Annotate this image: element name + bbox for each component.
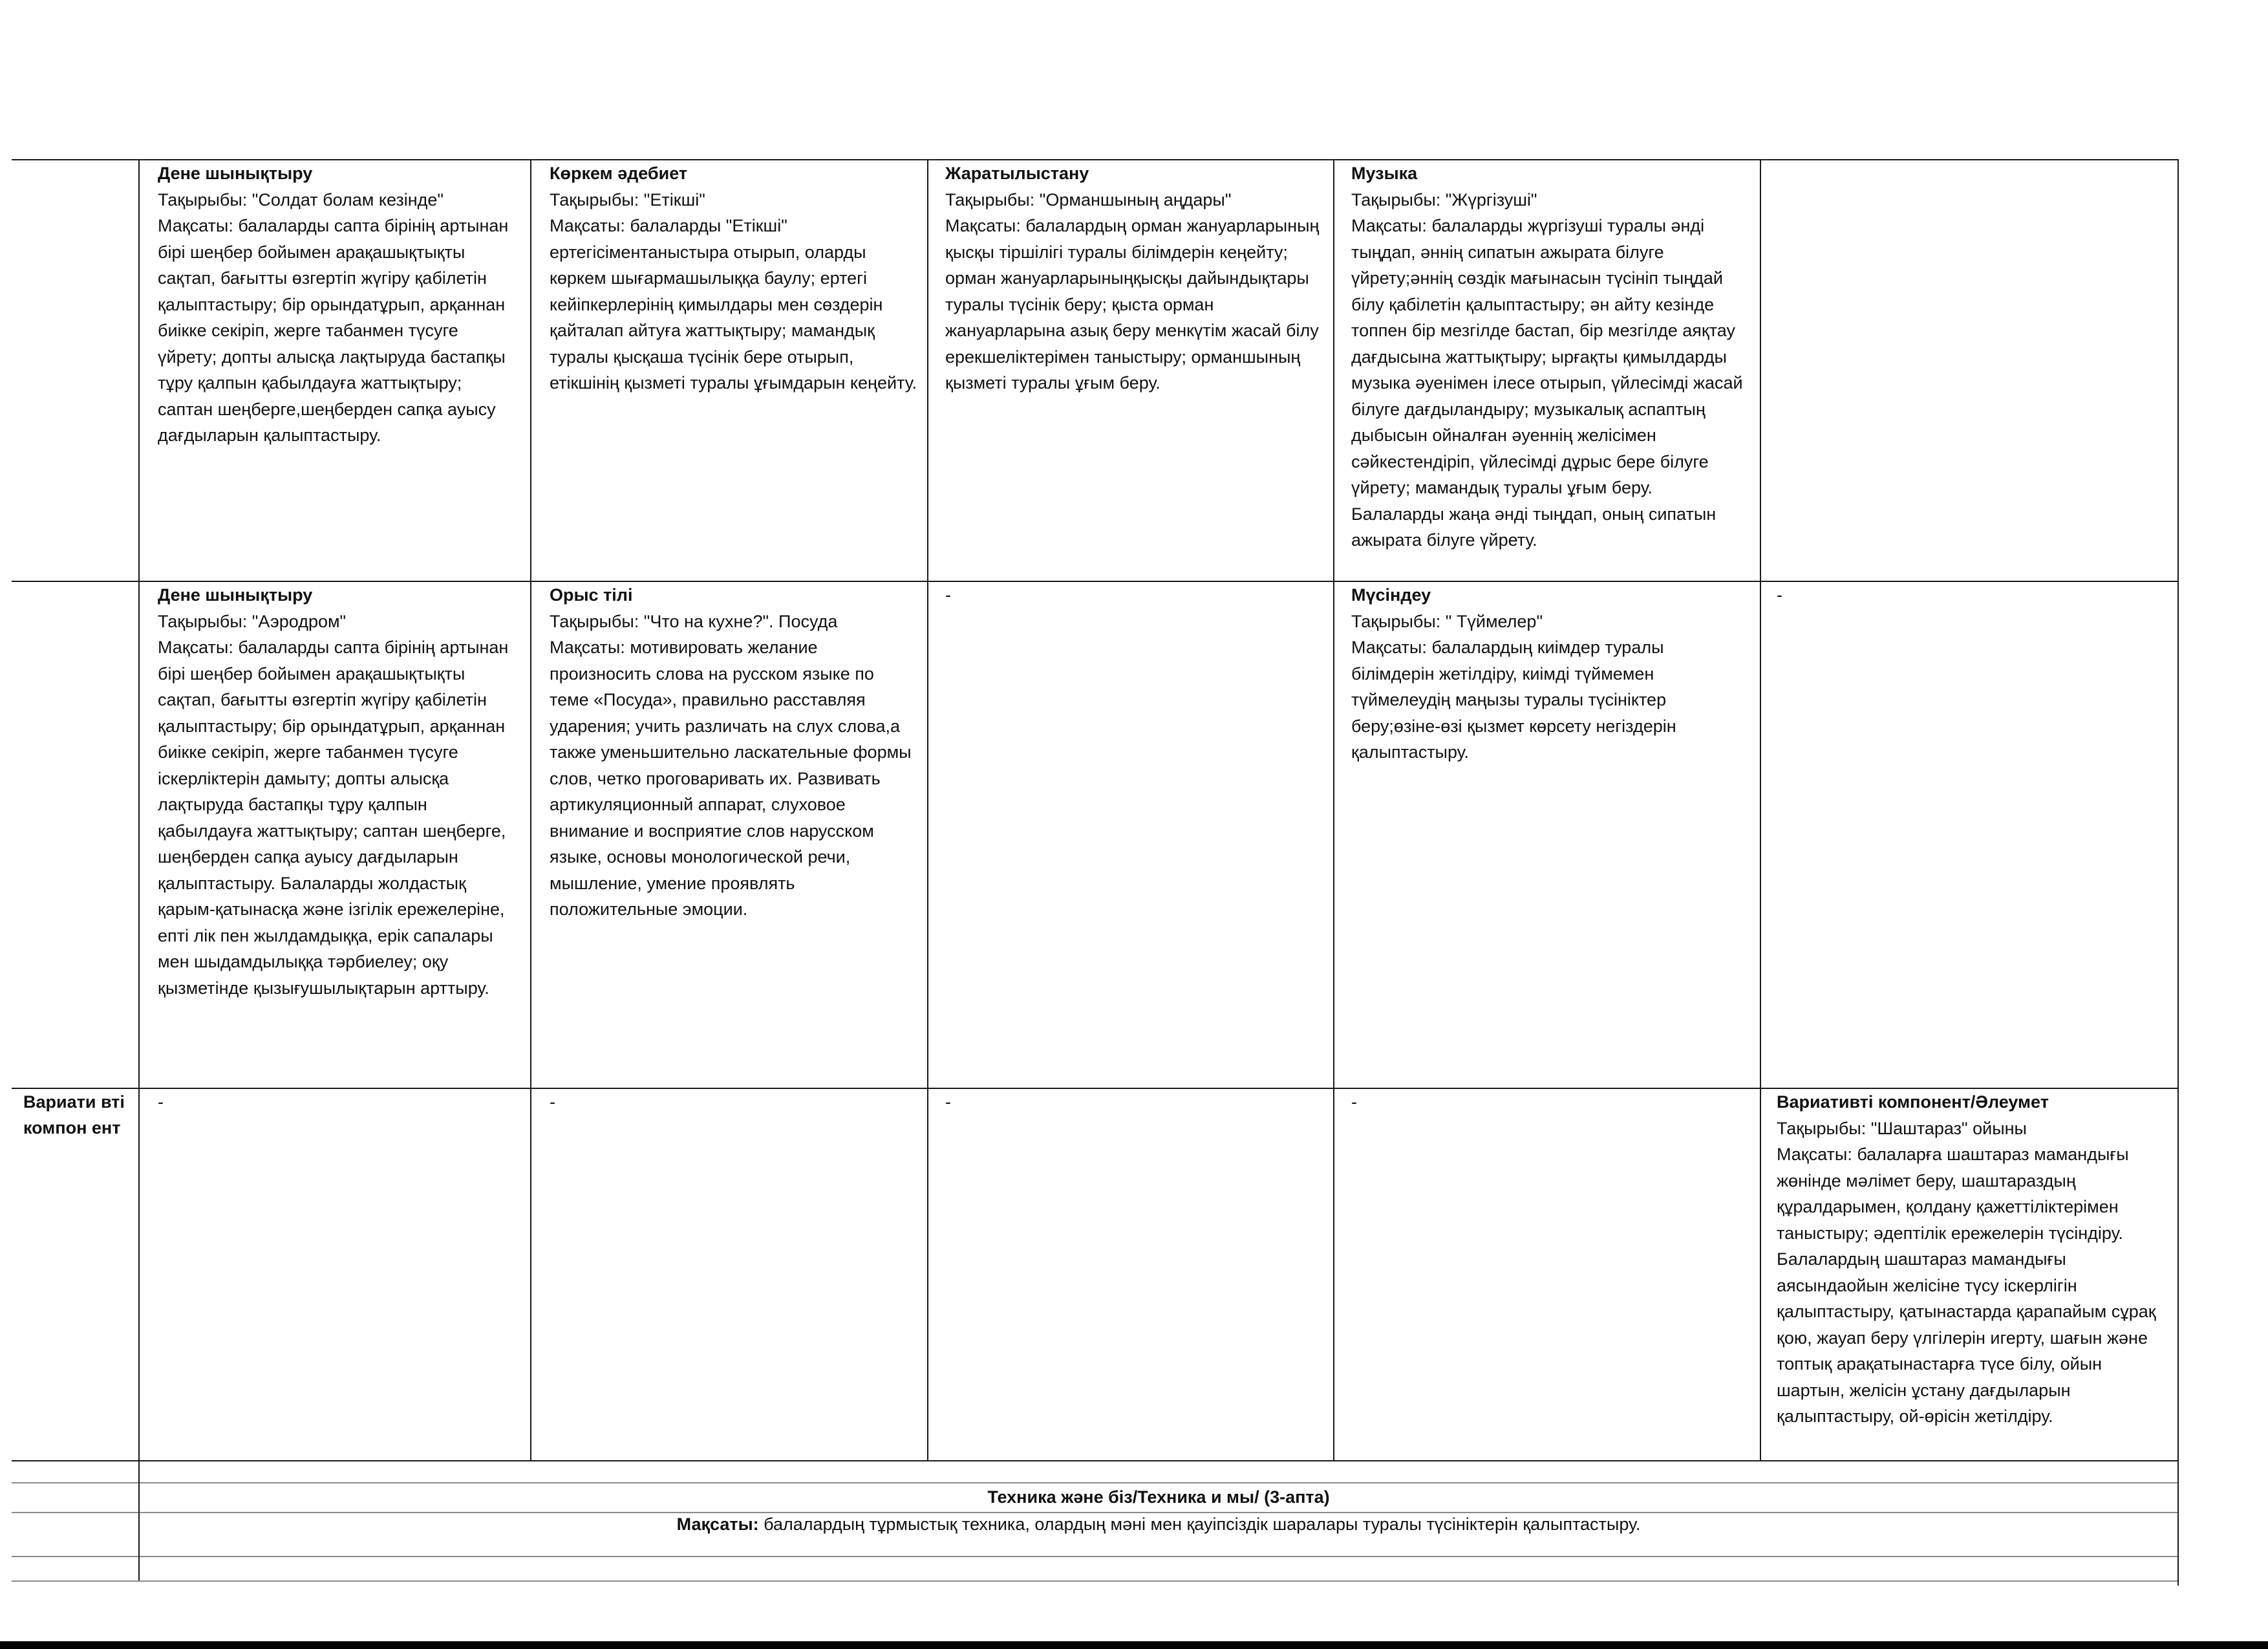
row-label-variative: Вариати вті компон ент bbox=[23, 1092, 125, 1137]
topic-text: Тақырыбы: "Етікші" bbox=[550, 189, 705, 210]
row-divider-7 bbox=[12, 1580, 2177, 1582]
row-divider-3 bbox=[12, 1460, 2177, 1461]
cell-empty-r3c2 bbox=[550, 1089, 918, 1116]
topic-text: Тақырыбы: "Орманшының аңдары" bbox=[945, 189, 1232, 210]
subject-heading: Вариативті компонент/Әлеумет bbox=[1777, 1092, 2049, 1112]
goal-text: Мақсаты: балалардың киімдер туралы білімдерін жетілдіру, киімді түймемен түймелеудің маңызы туралы түсініктер беру;өзіне-өзі қызмет көрсету негіздерін қалыптастыру. bbox=[1351, 638, 1676, 762]
cell-empty-r2c5 bbox=[1777, 582, 2165, 609]
dash-text: - bbox=[158, 1092, 164, 1112]
topic-text: Тақырыбы: "Солдат болам кезінде" bbox=[158, 189, 444, 210]
subject-heading: Дене шынықтыру bbox=[158, 164, 313, 183]
goal-text: Мақсаты: мотивировать желание произносить слова на русском языке по теме «Посуда», правильно расставляя ударения; учить различать на слух слова,а также уменьшительно ласкательные формы слов, четко проговаривать их. Развивать артикуляционный аппарат, слуховое внимание и восприятие слов нарусском языке, основы монологической речи, мышление, умение проявлять положительные эмоции. bbox=[550, 638, 912, 919]
subject-heading: Мүсіндеу bbox=[1351, 585, 1431, 605]
col-divider-5 bbox=[1760, 159, 1761, 1460]
goal-text: Мақсаты: балалардың орман жануарларының қысқы тіршілігі туралы білімдерін кеңейту; орман жануарларыныңқысқы дайындықтары туралы түсінік беру; қыста орман жануарларына азық беру менкүтім жасай білу ерекшеліктерімен таныстыру; орманшының қызметі туралы ұғым беру. bbox=[945, 216, 1320, 393]
dash-text: - bbox=[945, 585, 951, 605]
goal-text: Мақсаты: балаларды "Етікші" ертегісіментаныстыра отырып, оларды көркем шығармашылыққа баулу; ертегі кейіпкерлерінің қимылдары мен сөздерін қайталап айтуға жаттықтыру; мамандық туралы қысқаша түсінік бере отырып, етікшінің қызметі туралы ұғымдарын кеңейту. bbox=[550, 216, 917, 393]
cell-empty-r2c3 bbox=[945, 582, 1320, 609]
row-divider-6 bbox=[12, 1556, 2177, 1557]
cell-variative-social bbox=[1777, 1089, 2165, 1430]
col-divider-2 bbox=[530, 159, 531, 1460]
cell-physical-education-2 bbox=[158, 582, 520, 1001]
cell-russian-language bbox=[550, 582, 918, 923]
subject-heading: Дене шынықтыру bbox=[158, 585, 313, 605]
dash-text: - bbox=[1351, 1092, 1357, 1112]
dash-text: - bbox=[550, 1092, 555, 1112]
cell-empty-r3c1 bbox=[158, 1089, 520, 1116]
cell-music bbox=[1351, 160, 1747, 554]
topic-text: Тақырыбы: "Шаштараз" ойыны bbox=[1777, 1118, 2027, 1138]
cell-physical-education-1 bbox=[158, 160, 520, 449]
subject-heading: Жаратылыстану bbox=[945, 164, 1089, 183]
week-title: Техника және біз/Техника и мы/ (3-апта) bbox=[987, 1487, 1330, 1507]
cell-modelling bbox=[1351, 582, 1747, 766]
cell-literature bbox=[550, 160, 918, 396]
subject-heading: Музыка bbox=[1351, 164, 1418, 183]
row-divider-4 bbox=[12, 1482, 2177, 1483]
goal-text: Мақсаты: балаларды жүргізуші туралы әнді тыңдап, әннің сипатын ажырата білуге үйрету;әннің сөздік мағынасын түсініп тыңдай білу қабілетін қалыптастыру; ән айту кезінде топпен бір мезгілде бастап, бір мезгілде аяқтау дағдысына жаттықтыру; ырғақты қимылдарды музыка әуенімен ілесе отырып, үйлесімді жасай білуге дағдыландыру; музыкалық аспаптың дыбысын ойналған әуеннің желісімен сәйкестендіріп, үйлесімді дұрыс бере білуге үйрету; мамандық туралы ұғым беру. Балаларды жаңа әнді тыңдап, оның сипатын ажырата білуге үйрету. bbox=[1351, 216, 1743, 550]
cell-empty-r3c4 bbox=[1351, 1089, 1747, 1116]
col-divider-label bbox=[138, 159, 140, 1580]
goal-text: Мақсаты: балаларды сапта бірінің артынан бірі шеңбер бойымен арақашықтықты сақтап, бағытты өзгертіп жүгіру қабілетін қалыптастыру; бір орындатұрып, арқаннан биікке секіріп, жерге табанмен түсуге үйрету; допты алысқа лақтыруда бастапқы тұру қалпын қабылдауға жаттықтыру; саптан шеңберге,шеңберден сапқа ауысу дағдыларын қалыптастыру. bbox=[158, 216, 509, 445]
cell-empty-r3c3 bbox=[945, 1089, 1320, 1116]
topic-text: Тақырыбы: "Что на кухне?". Посуда bbox=[550, 611, 838, 631]
week-goal-label: Мақсаты: bbox=[676, 1514, 759, 1534]
topic-text: Тақырыбы: "Аэродром" bbox=[158, 611, 347, 631]
cell-natural-science bbox=[945, 160, 1320, 396]
subject-heading: Орыс тілі bbox=[550, 585, 633, 605]
week-goal-text: балалардың тұрмыстық техника, олардың мәні мен қауіпсіздік шаралары туралы түсініктерін қалыптастыру. bbox=[758, 1514, 1641, 1534]
col-divider-4 bbox=[1333, 159, 1334, 1460]
col-divider-3 bbox=[927, 159, 928, 1460]
goal-text: Мақсаты: балаларды сапта бірінің артынан бірі шеңбер бойымен арақашықтықты сақтап, бағытты өзгертіп жүгіру қабілетін қалыптастыру; бір орындатұрып, арқаннан биікке секіріп, жерге табанмен түсуге іскерліктерін дамыту; допты алысқа лақтыруда бастапқы тұру қалпын қабылдауға жаттықтыру; саптан шеңберге, шеңберден сапқа ауысу дағдыларын қалыптастыру. Балаларды жолдастық қарым-қатынасқа және ізгілік ережелеріне, епті лік пен жылдамдыққа, ерік сапалары мен шыдамдылыққа тәрбиелеу; оқу қызметінде қызығушылықтарын арттыру. bbox=[158, 638, 509, 998]
topic-text: Тақырыбы: " Түймелер" bbox=[1351, 611, 1543, 631]
table-right-border bbox=[2177, 159, 2179, 1586]
week-goal bbox=[140, 1513, 2177, 1535]
scan-bottom-edge bbox=[0, 1641, 2268, 1649]
subject-heading: Көркем әдебиет bbox=[550, 164, 688, 183]
topic-text: Тақырыбы: "Жүргізуші" bbox=[1351, 189, 1537, 210]
goal-text: Мақсаты: балаларға шаштараз мамандығы жөнінде мәлімет беру, шаштараздың құралдарымен, қолдану қажеттіліктерімен таныстыру; әдептілік ережелерін түсіндіру. Балалардың шаштараз мамандығы аясындаойын желісіне түсу іскерлігін қалыптастыру, қатынастарда қарапайым сұрақ қою, жауап беру үлгілерін игерту, шағын және топтық арақатынастарға түсе білу, ойын шартын, желісін ұстану дағдыларын қалыптастыру, ой-өрісін жетілдіру. bbox=[1777, 1145, 2156, 1426]
dash-text: - bbox=[945, 1092, 951, 1112]
dash-text: - bbox=[1777, 585, 1782, 605]
